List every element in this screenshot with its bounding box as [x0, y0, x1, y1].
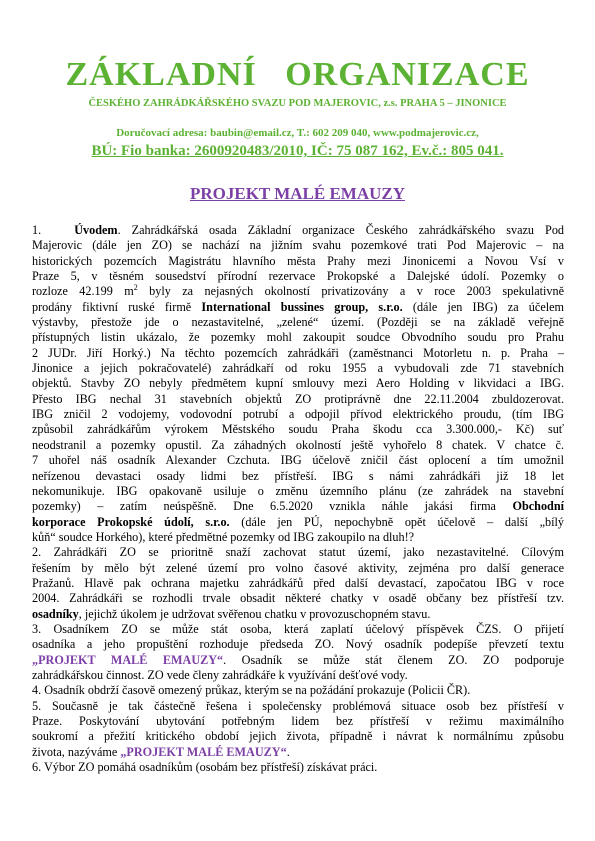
bold-term: osadníky	[32, 606, 79, 621]
paragraph-line: 2 JUDr. Jiří Horký.) Na těchto pozemcích zahrádkáři (zaměstnanci Motorletu n. p. Praha –	[32, 345, 564, 360]
paragraph-5	[32, 699, 564, 760]
paragraph-line: přístupných listin ukázalo, že pozemky mohl zakoupit soudce Obvodního soudu pro Prahu	[32, 330, 564, 345]
text-segment: byly za nejasných okolností privatizovány a v roce 2003 spekulativně	[137, 284, 565, 299]
paragraph-2	[32, 545, 564, 622]
bank-details: BÚ: Fio banka: 2600920483/2010, IČ: 75 087 162, Ev.č.: 805 041.	[91, 143, 504, 159]
paragraph-line: Majerovic (dále jen ZO) se nachází na jižním svahu pozemkové trati Pod Majerovic – na	[32, 238, 564, 253]
text-segment: prodány fiktivní ruské firmě	[32, 299, 202, 314]
paragraph-line: neřízenou devastaci osady lidmi bez přístřeší. IBG s námi zahrádkáři již 18 let	[32, 468, 564, 483]
paragraph-line: IBG zničil 2 vodojemy, vodovodní potrubí a odpojil přívod elektrického proudu, (tím IBG	[32, 407, 564, 422]
text-segment: . Zahrádkářská osada Základní organizace Českého zahrádkářského svazu Pod	[117, 223, 565, 237]
organization-title: ZÁKLADNÍ ORGANIZACE	[65, 56, 530, 93]
company-name: Obchodní	[512, 499, 564, 514]
text-segment: .	[286, 744, 290, 759]
paragraph-line: soukromí a přežití kritického období jejich života, případně i návrat k normálnímu způsobu	[32, 729, 564, 744]
text-segment: (dále jen IBG) za účelem	[402, 299, 564, 314]
paragraph-4	[32, 683, 564, 698]
paragraph-line: výstavby, přestože jde o nezastavitelné, „zelené“ území. (Později se na základě veřejně	[32, 315, 564, 330]
paragraph-line: objektů. Stavby ZO nebyly předmětem kupní smlouvy mezi Aero Holding v likvidaci a IBG.	[32, 376, 564, 391]
paragraph-line: 3. Osadníkem ZO se může stát osoba, která zaplatí účelový příspěvek ČZS. O přijetí	[32, 621, 564, 636]
document-body	[32, 223, 564, 775]
text-segment: rozloze 42.199 m	[32, 284, 134, 299]
paragraph-line: 2004. Zahrádkáři se rozhodli trvale obsadit některé chatky v osadě občany bez přístřeší tzv.	[32, 591, 564, 606]
paragraph-line	[32, 223, 564, 238]
paragraph-line	[32, 515, 564, 530]
paragraph-3	[32, 622, 564, 683]
contact-address: Doručovací adresa: baubin@email.cz, T.: 602 209 040, www.podmajerovic.cz,	[116, 127, 479, 139]
paragraph-line	[32, 284, 564, 299]
project-title: PROJEKT MALÉ EMAUZY	[189, 184, 406, 203]
text-segment: pozemky) – zatím neúspěšně. Dne 6.5.2020 vznikla náhle jakási firma	[32, 499, 513, 514]
paragraph-line: 4. Osadník obdrží časově omezený průkaz, kterým se na požádání prokazuje (Policii ČR).	[32, 683, 471, 698]
paragraph-line	[32, 745, 564, 760]
company-name: korporace Prokopské údolí, s.r.o.	[32, 514, 230, 529]
company-name: International bussines group, s.r.o.	[201, 299, 403, 314]
paragraph-line: 6. Výbor ZO pomáhá osadníkům (osobám bez přístřeší) získávat práci.	[32, 760, 378, 775]
paragraph-line: 5. Současně je tak částečně řešena i společensky problémová situace osob bez přístřeší v	[32, 698, 564, 713]
paragraph-line: řešením by mělo být zelené území pro volno časové aktivity, zejména pro další generace	[32, 560, 564, 575]
paragraph-line: zahrádkářskou činnost. ZO vede členy zahrádkáře k využívání dešťové vody.	[32, 667, 408, 682]
text-segment: , jejichž úkolem je udržovat svěřenou chatku v provozuschopném stavu.	[78, 606, 431, 621]
paragraph-line: Pražanů. Hlavě pak ochrana majetku zahrádkářů před další devastací, započatou IBG v roce	[32, 575, 564, 590]
paragraph-line: osadníka a jeho propuštění rozhoduje předseda ZO. Nový osadník podepíše převzetí textu	[32, 637, 564, 652]
paragraph-line: neodstranil a pozemky opustil. Za záhadných okolností ještě vyhořelo 8 chatek. V chatce č.	[32, 437, 564, 452]
text-segment: . Osadník se může stát členem ZO. ZO podporuje	[223, 652, 564, 667]
paragraph-1	[32, 223, 564, 545]
paragraph-line	[32, 653, 564, 668]
text-segment: (dále jen PÚ, nepochybně opět účelově – další „bílý	[229, 514, 564, 529]
paragraph-line: Přesto IBG nechal 31 stavebních objektů ZO protiprávně dne 22.11.2004 zbuldozerovat.	[32, 391, 564, 406]
paragraph-line: historických pozemcích Magistrátu hlavního města Prahy mezi Jinonicemi a Novou Vsí v	[32, 253, 564, 268]
superscript: 2	[133, 283, 138, 293]
paragraph-line	[32, 499, 564, 514]
lead-term: Úvodem	[74, 223, 118, 237]
project-name: „PROJEKT MALÉ EMAUZY“	[120, 744, 287, 759]
paragraph-line: 7 uhořel náš osadník Alexander Czchuta. IBG účelově zničil část oplocení a tím umožnil	[32, 453, 564, 468]
paragraph-line	[32, 607, 564, 622]
paragraph-line: Jinonice a jejich pokračovatelé) zahrádkaří od roku 1955 a vybudovali zde 71 stavebních	[32, 361, 564, 376]
organization-subtitle: ČESKÉHO ZAHRÁDKÁŘSKÉHO SVAZU POD MAJEROVIC, z.s. PRAHA 5 – JINONICE	[88, 98, 507, 109]
paragraph-line: Praze 5, v těsném sousedství přírodní rezervace Prokopské a Dalejské údolí. Pozemky o	[32, 269, 564, 284]
paragraph-number: 1.	[32, 223, 42, 237]
paragraph-line: způsobil zahrádkářům výrokem Městského soudu Praha škodu cca 3.300.000,- Kč) suť	[32, 422, 564, 437]
paragraph-line: Praze. Poskytování ubytování potřebným lidem bez přístřeší v režimu maximálního	[32, 714, 564, 728]
paragraph-6	[32, 760, 564, 775]
paragraph-line: kůň“ soudce Horkého), které předmětné pozemky od IBG zakoupilo na dluh!?	[32, 529, 415, 544]
paragraph-line: nekomunikuje. IBG opakovaně usiluje o změnu územního plánu (ze zahrádek na stavební	[32, 483, 564, 498]
text-segment: života, nazýváme	[32, 744, 121, 759]
paragraph-line: 2. Zahrádkáři ZO se prioritně snaží zachovat statut území, jako nezastavitelné. Cílovým	[32, 545, 564, 560]
project-name: „PROJEKT MALÉ EMAUZY“	[32, 652, 224, 667]
paragraph-line	[32, 300, 564, 315]
